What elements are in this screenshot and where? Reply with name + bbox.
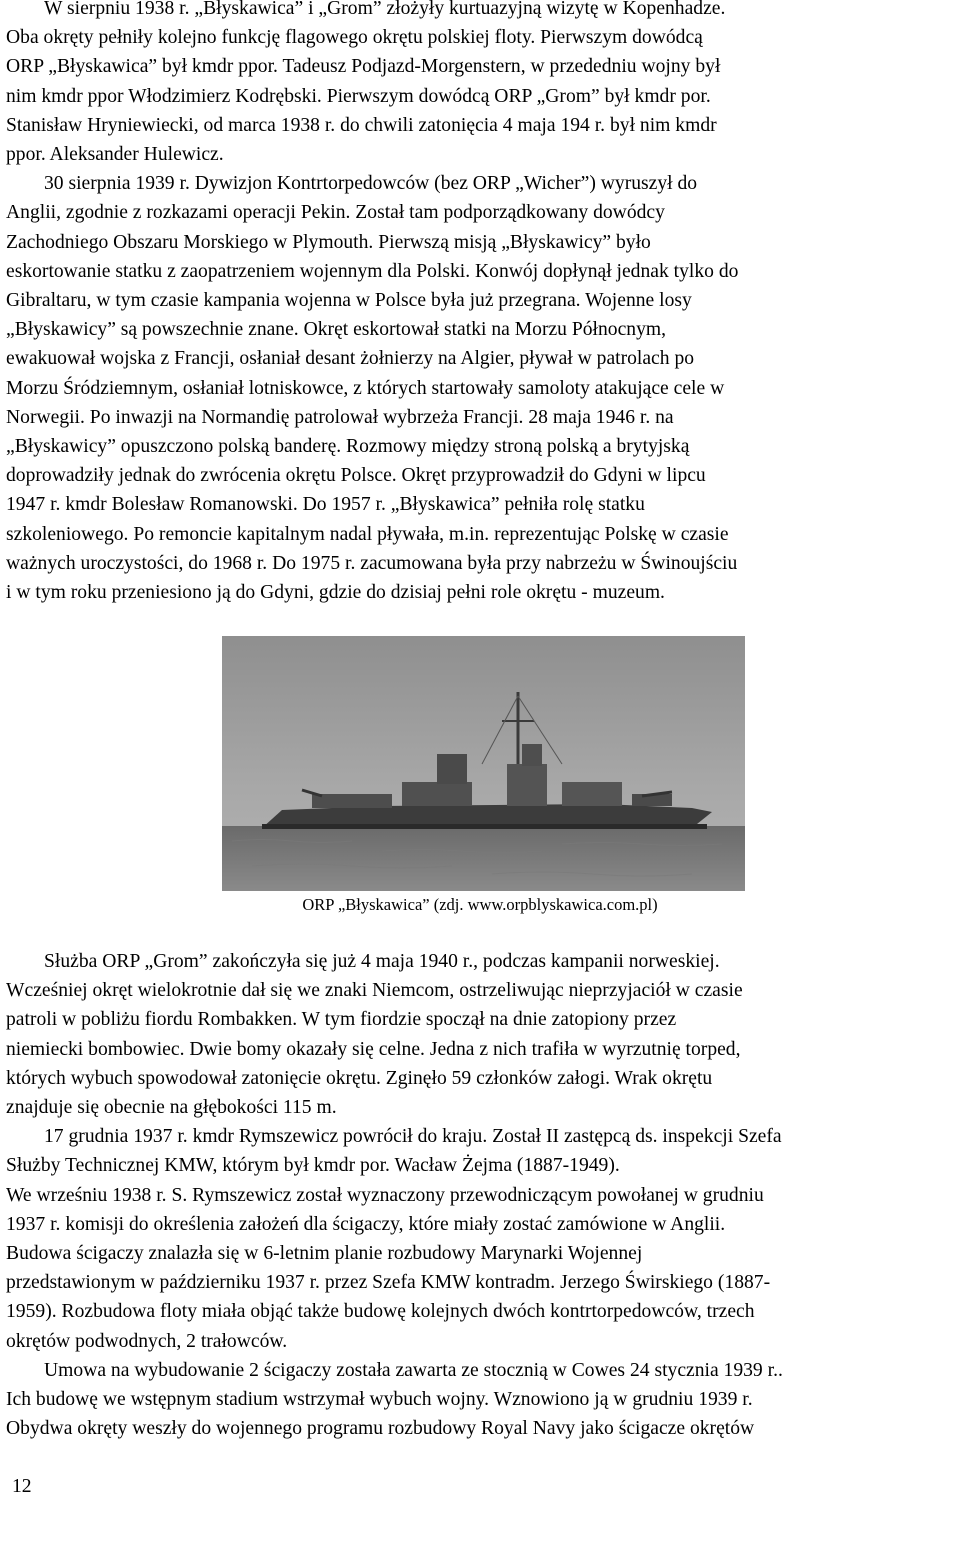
text-line: szkoleniowego. Po remoncie kapitalnym nadal pływała, m.in. reprezentując Polskę w czasie: [6, 523, 729, 545]
text-line: patroli w pobliżu fiordu Rombakken. W tym fiordzie spoczął na dnie zatopiony przez: [6, 1009, 677, 1031]
text-line: Ich budowę we wstępnym stadium wstrzymał wybuch wojny. Wznowiono ją w grudniu 1939 r.: [6, 1389, 753, 1411]
text-line: Służba ORP „Grom” zakończyła się już 4 maja 1940 r., podczas kampanii norweskiej.: [44, 951, 720, 972]
text-line: Zachodniego Obszaru Morskiego w Plymouth. Pierwszą misją „Błyskawicy” było: [6, 231, 651, 253]
text-line: ppor. Aleksander Hulewicz.: [6, 144, 224, 166]
text-line: nim kmdr ppor Włodzimierz Kodrębski. Pierwszym dowódcą ORP „Grom” był kmdr por.: [6, 85, 711, 107]
text-line: Umowa na wybudowanie 2 ścigaczy została zawarta ze stocznią w Cowes 24 stycznia 1939 r..: [44, 1359, 783, 1381]
text-line: 1947 r. kmdr Bolesław Romanowski. Do 1957 r. „Błyskawica” pełniła rolę statku: [6, 494, 645, 516]
text-line: Służby Technicznej KMW, którym był kmdr por. Wacław Żejma (1887-1949).: [6, 1155, 620, 1177]
text-line: Budowa ścigaczy znalazła się w 6-letnim planie rozbudowy Marynarki Wojennej: [6, 1243, 643, 1265]
text-line: ważnych uroczystości, do 1968 r. Do 1975 r. zacumowana była przy nabrzeżu w Świnoujściu: [6, 552, 738, 574]
text-section-2: [6, 947, 783, 1443]
text-line: Wcześniej okręt wielokrotnie dał się we znaki Niemcom, ostrzeliwując nieprzyjaciół w czasie: [6, 980, 743, 1002]
text-line: których wybuch spowodował zatonięcie okrętu. Zginęło 59 członków załogi. Wrak okrętu: [6, 1067, 713, 1089]
text-line: przedstawionym w październiku 1937 r. przez Szefa KMW kontradm. Jerzego Świrskiego (1887-: [6, 1272, 771, 1294]
text-line: 1937 r. komisji do określenia założeń dla ścigaczy, które miały zostać zamówione w Anglii.: [6, 1213, 726, 1235]
text-line: 1959). Rozbudowa floty miała objąć także budowę kolejnych dwóch kontrtorpedowców, trzech: [6, 1301, 755, 1323]
text-line: eskortowanie statku z zaopatrzeniem wojennym dla Polski. Konwój dopłynął jednak tylko do: [6, 260, 739, 282]
text-line: znajduje się obecnie na głębokości 115 m.: [6, 1097, 337, 1119]
text-line: 17 grudnia 1937 r. kmdr Rymszewicz powrócił do kraju. Został II zastępcą ds. inspekcji Szefa: [44, 1126, 782, 1148]
text-line: doprowadziły jednak do zwrócenia okrętu Polsce. Okręt przyprowadził do Gdyni w lipcu: [6, 465, 706, 487]
page-number: 12: [12, 1476, 32, 1497]
text-line: 30 sierpnia 1939 r. Dywizjon Kontrtorpedowców (bez ORP „Wicher”) wyruszył do: [44, 173, 698, 195]
text-line: Gibraltaru, w tym czasie kampania wojenna w Polsce była już przegrana. Wojenne losy: [6, 290, 692, 312]
text-line: „Błyskawicy” opuszczono polską banderę. Rozmowy między stroną polską a brytyjską: [6, 436, 690, 458]
text-line: Obydwa okręty weszły do wojennego programu rozbudowy Royal Navy jako ścigacze okrętów: [6, 1418, 755, 1440]
text-line: niemiecki bombowiec. Dwie bomy okazały się celne. Jedna z nich trafiła w wyrzutnię torped,: [6, 1038, 741, 1060]
ship-photo: [222, 636, 745, 891]
text-line: W sierpniu 1938 r. „Błyskawica” i „Grom” złożyły kurtuazyjną wizytę w Kopenhadze.: [44, 0, 726, 19]
text-line: Stanisław Hryniewiecki, od marca 1938 r. do chwili zatonięcia 4 maja 194 r. był nim kmdr: [6, 114, 717, 136]
text-line: Norwegii. Po inwazji na Normandię patrolował wybrzeża Francji. 28 maja 1946 r. na: [6, 406, 674, 428]
text-line: i w tym roku przeniesiono ją do Gdyni, gdzie do dzisiaj pełni role okrętu - muzeum.: [6, 582, 665, 604]
text-line: Oba okręty pełniły kolejno funkcję flagowego okrętu polskiej floty. Pierwszym dowódcą: [6, 27, 703, 49]
text-line: „Błyskawicy” są powszechnie znane. Okręt eskortował statki na Morzu Północnym,: [6, 319, 667, 341]
photo-caption: ORP „Błyskawica” (zdj. www.orpblyskawica.com.pl): [302, 895, 658, 914]
text-line: ewakuował wojska z Francji, osłaniał desant żołnierzy na Algier, pływał w patrolach po: [6, 348, 695, 370]
text-line: Anglii, zgodnie z rozkazami operacji Pekin. Został tam podporządkowany dowódcy: [6, 202, 665, 224]
text-line: We wrześniu 1938 r. S. Rymszewicz został wyznaczony przewodniczącym powołanej w grudniu: [6, 1184, 764, 1206]
text-line: ORP „Błyskawica” był kmdr ppor. Tadeusz Podjazd-Morgenstern, w przededniu wojny był: [6, 56, 721, 78]
text-line: Morzu Śródziemnym, osłaniał lotniskowce, z których startowały samoloty atakujące cele w: [6, 377, 725, 399]
text-line: okrętów podwodnych, 2 trałowców.: [6, 1330, 288, 1352]
text-section-1: [6, 0, 738, 607]
